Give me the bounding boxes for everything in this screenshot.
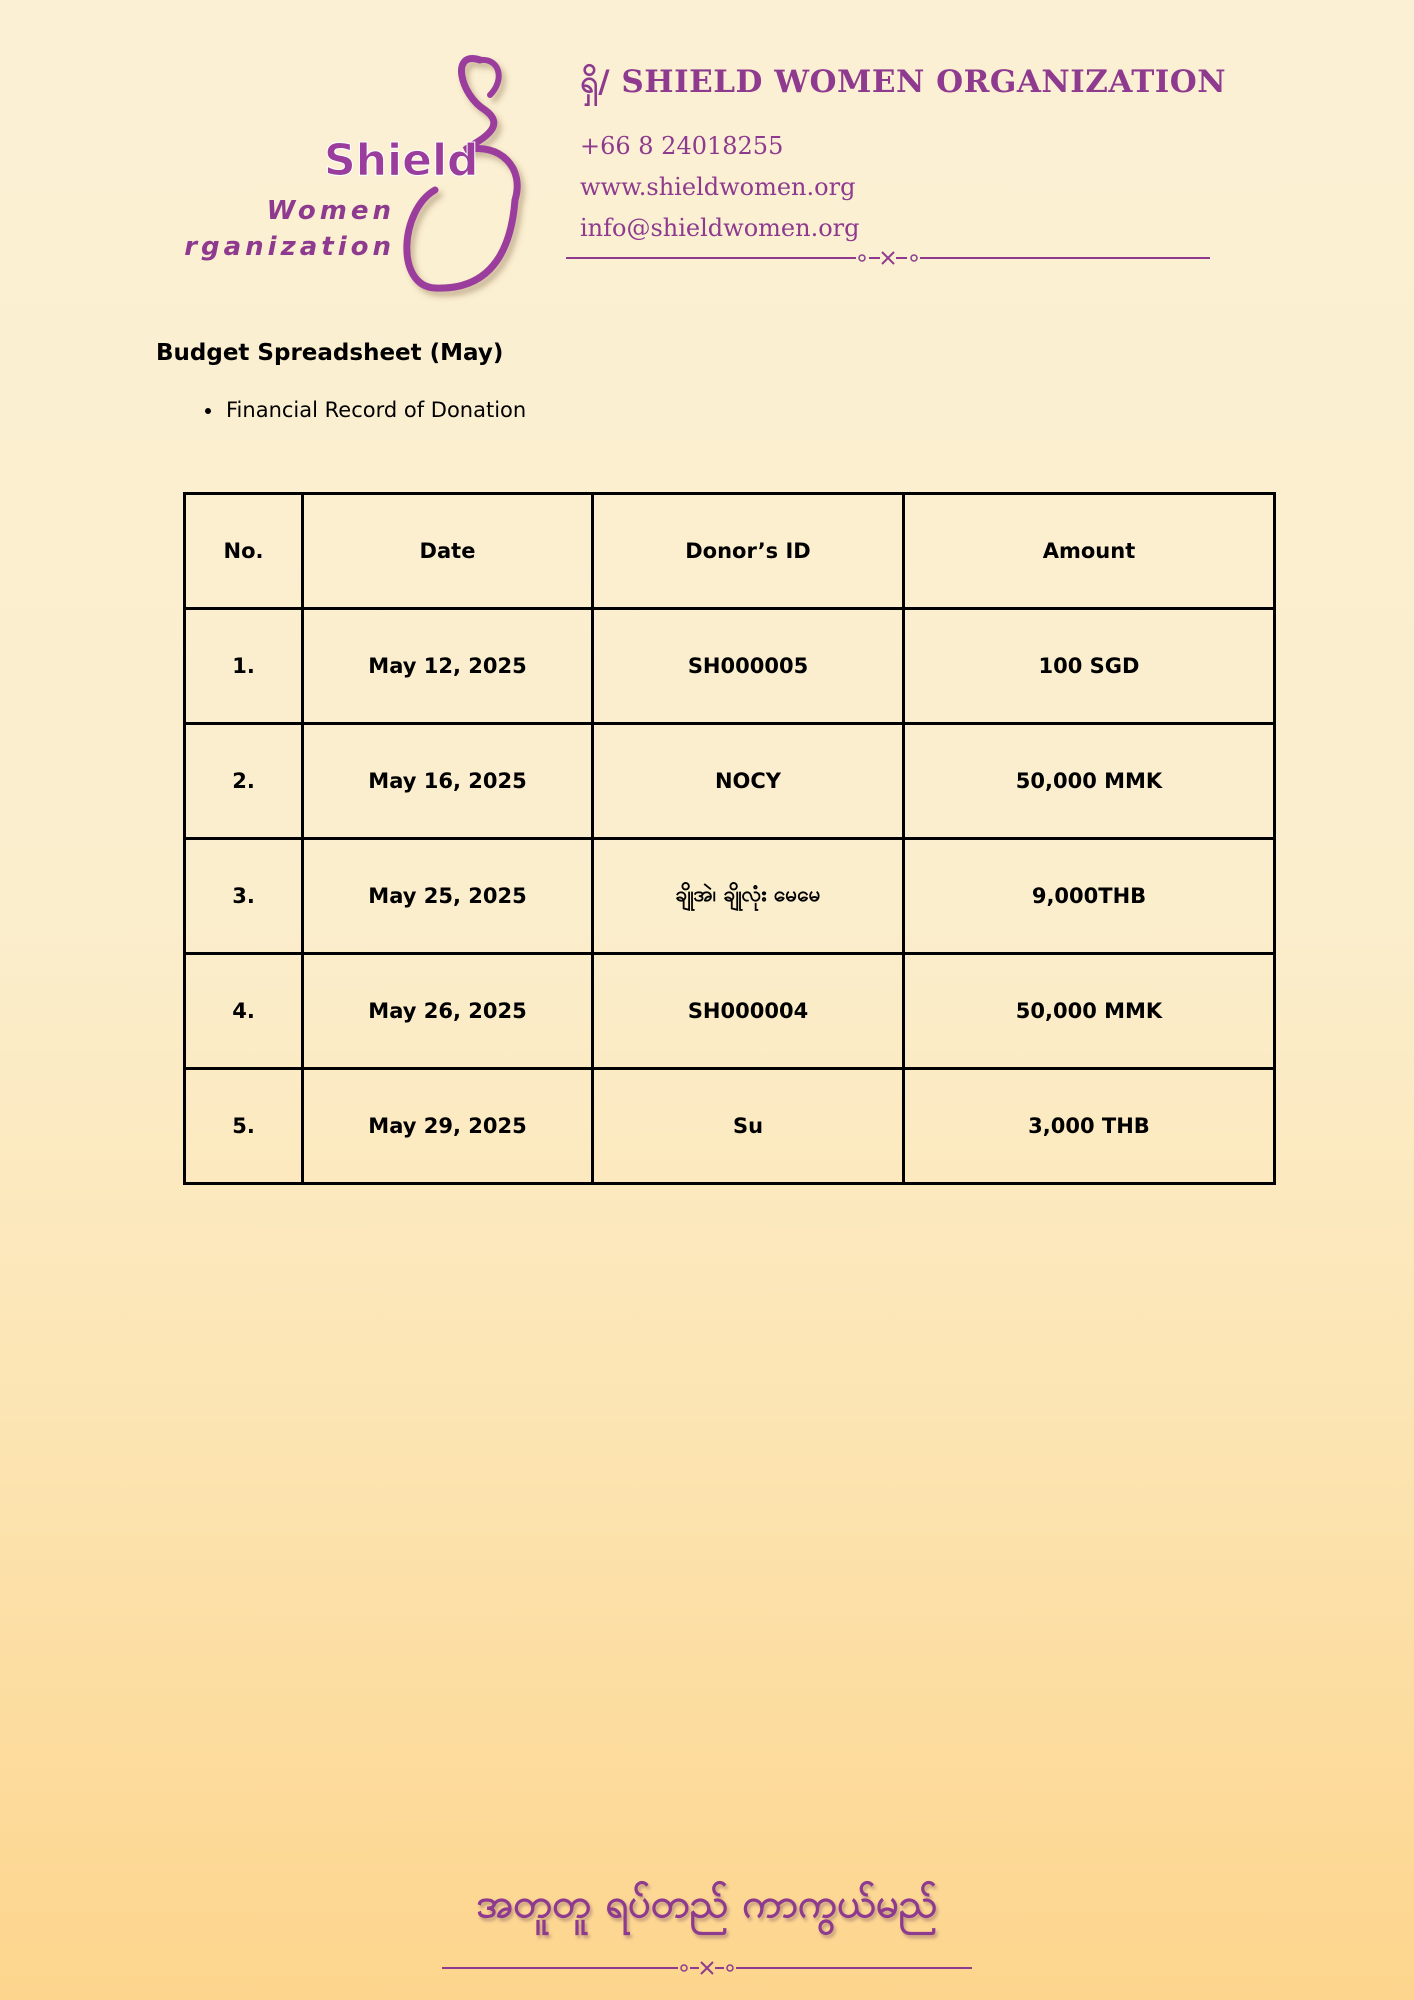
email-link[interactable]: info@shieldwomen.org — [580, 214, 860, 242]
table-row — [185, 954, 1275, 1069]
cell-donor-id: ချိုအဲ၊ ချိုလုံး မေမေ — [593, 839, 904, 954]
cell-number: 4. — [185, 954, 303, 1069]
cell-amount: 50,000 MMK — [904, 724, 1275, 839]
cell-amount: 9,000THB — [904, 839, 1275, 954]
cell-number: 2. — [185, 724, 303, 839]
cell-amount: 100 SGD — [904, 609, 1275, 724]
table-row — [185, 609, 1275, 724]
svg-text:Organization: Organization — [180, 232, 395, 262]
cell-donor-id: SH000004 — [593, 954, 904, 1069]
website-link[interactable]: www.shieldwomen.org — [580, 173, 856, 201]
cell-date: May 16, 2025 — [303, 724, 593, 839]
list-item: • Financial Record of Donation — [224, 398, 526, 422]
cell-date: May 29, 2025 — [303, 1069, 593, 1184]
phone-number: +66 8 24018255 — [580, 132, 784, 160]
cell-amount: 3,000 THB — [904, 1069, 1275, 1184]
table-row — [185, 724, 1275, 839]
organization-name: ရှိ/ SHIELD WOMEN ORGANIZATION — [580, 64, 1227, 100]
donation-table — [183, 492, 1276, 1185]
column-header-number: No. — [185, 494, 303, 609]
table-row — [185, 1069, 1275, 1184]
svg-text:Women: Women — [266, 196, 395, 226]
cell-donor-id: SH000005 — [593, 609, 904, 724]
cell-number: 3. — [185, 839, 303, 954]
cell-donor-id: Su — [593, 1069, 904, 1184]
letterhead-text — [580, 62, 1226, 249]
cell-amount: 50,000 MMK — [904, 954, 1275, 1069]
shield-logo — [180, 50, 540, 310]
cell-date: May 12, 2025 — [303, 609, 593, 724]
cell-number: 1. — [185, 609, 303, 724]
cell-number: 5. — [185, 1069, 303, 1184]
table-header-row — [185, 494, 1275, 609]
column-header-donor-id: Donor’s ID — [593, 494, 904, 609]
footer-motto: အတူတူ ရပ်တည် ကာကွယ်မည် — [476, 1881, 938, 1927]
cell-date: May 25, 2025 — [303, 839, 593, 954]
bullet-list — [190, 398, 526, 422]
page-title: Budget Spreadsheet (May) — [156, 340, 504, 366]
cell-date: May 26, 2025 — [303, 954, 593, 1069]
footer-divider — [442, 1960, 972, 1976]
svg-text:Shield: Shield — [324, 135, 479, 186]
header-divider — [566, 250, 1210, 266]
column-header-date: Date — [303, 494, 593, 609]
cell-donor-id: NOCY — [593, 724, 904, 839]
table-row — [185, 839, 1275, 954]
column-header-amount: Amount — [904, 494, 1275, 609]
